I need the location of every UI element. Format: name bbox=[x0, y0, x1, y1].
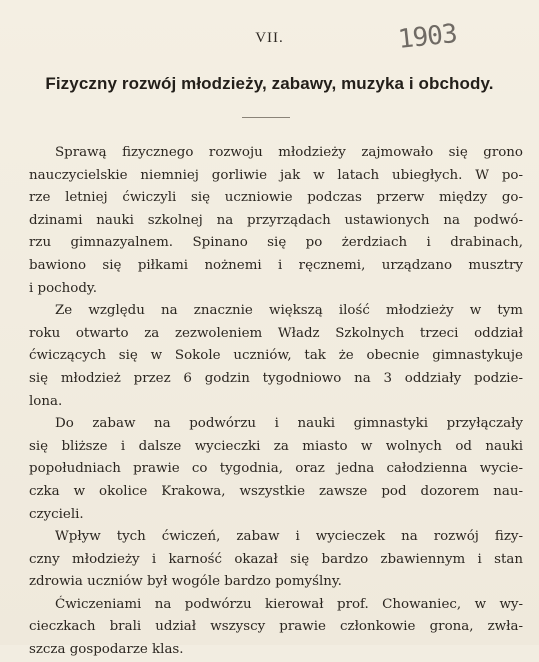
text-line: rze letniej ćwiczyli się uczniowie podczas przerw między go- bbox=[29, 190, 523, 206]
text-line: Ćwiczeniami na podwórzu kierował prof. Chowaniec, w wy- bbox=[55, 596, 523, 612]
text-line: czny młodzieży i karność okazał się bardzo zbawiennym i stan bbox=[29, 551, 523, 567]
text-line: szcza gospodarze klas. bbox=[29, 642, 184, 658]
title-divider bbox=[242, 117, 290, 118]
body-text bbox=[29, 142, 523, 662]
text-line: lona. bbox=[29, 393, 63, 409]
text-line: Ze względu na znacznie większą ilość młodzieży w tym bbox=[55, 303, 523, 319]
text-line: ćwiczących się w Sokole uczniów, tak że obecnie gimnastykuje bbox=[29, 348, 523, 364]
text-line: czycieli. bbox=[29, 506, 84, 522]
text-line: bawiono się piłkami nożnemi i ręcznemi, urządzano musztry bbox=[29, 257, 523, 273]
paragraph bbox=[29, 142, 523, 300]
text-line: nauczycielskie niemniej gorliwie jak w latach ubiegłych. W po- bbox=[29, 167, 523, 183]
text-line: popołudniach prawie co tygodnia, oraz jedna całodzienna wycie- bbox=[29, 461, 523, 477]
text-line: Sprawą fizycznego rozwoju młodzieży zajmowało się grono bbox=[55, 145, 523, 160]
text-line: i pochody. bbox=[29, 280, 97, 296]
text-line: czka w okolice Krakowa, wszystkie zawsze pod dozorem nau- bbox=[29, 483, 523, 499]
text-line: Do zabaw na podwórzu i nauki gimnastyki przyłączały bbox=[55, 416, 523, 432]
text-line: cieczkach brali udział wszyscy prawie członkowie grona, zwła- bbox=[29, 619, 523, 635]
chapter-number: VII. bbox=[255, 30, 284, 46]
text-line: Wpływ tych ćwiczeń, zabaw i wycieczek na rozwój fizy- bbox=[55, 529, 523, 545]
paragraph bbox=[29, 300, 523, 413]
section-title: Fizyczny rozwój młodzieży, zabawy, muzyka i obchody. bbox=[45, 74, 494, 93]
text-line: dzinami nauki szkolnej na przyrządach ustawionych na podwó- bbox=[29, 212, 523, 228]
text-line: się bliższe i dalsze wycieczki za miasto w wolnych od nauki bbox=[29, 438, 523, 454]
handwritten-year-note: 1903 bbox=[396, 19, 459, 55]
paragraph bbox=[29, 413, 523, 526]
text-line: zdrowia uczniów był wogóle bardzo pomyślny. bbox=[29, 574, 342, 590]
text-line: rzu gimnazyalnem. Spinano się po żerdziach i drabinach, bbox=[29, 235, 523, 251]
text-line: się młodzież przez 6 godzin tygodniowo na 3 oddziały podzie- bbox=[29, 370, 523, 386]
paragraph bbox=[29, 594, 523, 662]
paragraph bbox=[29, 526, 523, 594]
text-line: roku otwarto za zezwoleniem Władz Szkolnych trzeci oddział bbox=[29, 325, 523, 341]
